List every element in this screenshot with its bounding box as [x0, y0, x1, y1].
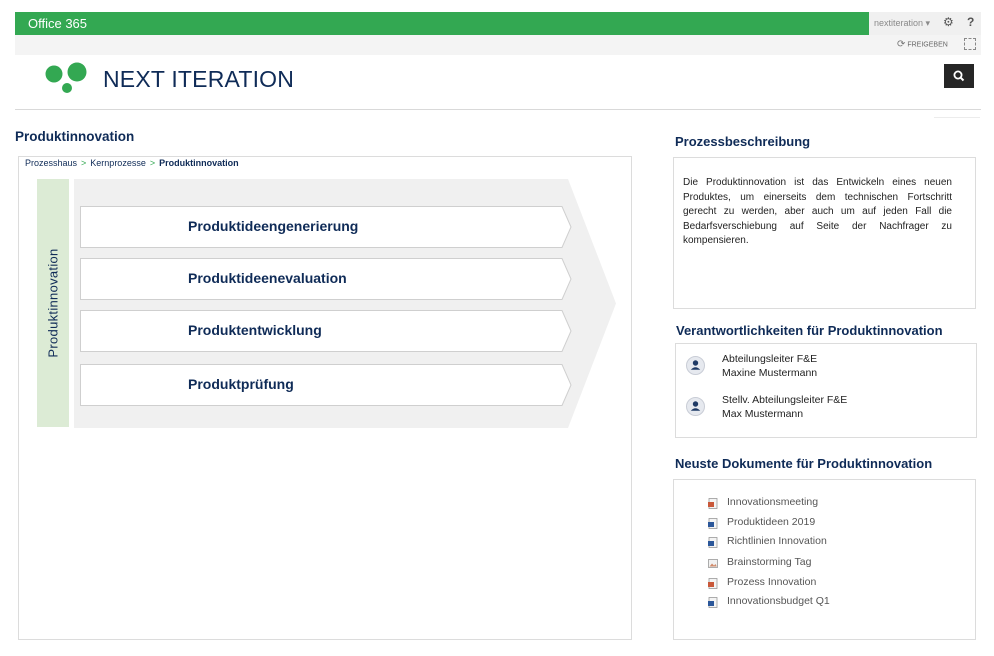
process-step-label: Produktideengenerierung — [188, 218, 359, 234]
responsibilities-heading: Verantwortlichkeiten für Produktinnovation — [676, 323, 943, 338]
share-button[interactable] — [897, 39, 948, 50]
header-divider — [15, 109, 981, 110]
image-file-icon — [708, 558, 718, 569]
powerpoint-file-icon — [708, 498, 718, 509]
help-icon[interactable]: ? — [967, 15, 975, 29]
breadcrumb-item-kernprozesse[interactable]: Kernprozesse — [90, 158, 146, 168]
process-step-produktpruefung[interactable] — [80, 364, 572, 406]
process-step-label: Produktentwicklung — [188, 322, 322, 338]
user-name: nextiteration — [874, 18, 924, 28]
responsibility-person: Max Mustermann — [722, 408, 804, 420]
process-step-label: Produktprüfung — [188, 376, 294, 392]
search-button[interactable] — [944, 64, 974, 88]
suite-bar-brand-area — [15, 12, 869, 35]
description-text: Die Produktinnovation ist das Entwickeln eines neuen Produktes, um einerseits dem technischen Fortschritt gerecht zu werden, aber auch um auf jeden Fall die Bedarfsverschiebung auf Seite der Nachfrager zu kompensieren. — [683, 177, 952, 247]
site-logo[interactable] — [44, 62, 90, 94]
responsibility-entry — [686, 394, 966, 424]
document-label: Richtlinien Innovation — [727, 535, 827, 547]
documents-heading: Neuste Dokumente für Produktinnovation — [675, 456, 933, 471]
share-label: FREIGEBEN — [907, 41, 948, 49]
process-group-label: Produktinnovation — [45, 248, 61, 358]
process-step-shape — [80, 364, 572, 406]
document-label: Innovationsbudget Q1 — [727, 595, 830, 607]
suite-bar — [15, 12, 981, 35]
process-step-produktentwicklung[interactable] — [80, 310, 572, 352]
responsibility-role: Abteilungsleiter F&E — [722, 353, 818, 365]
word-file-icon — [708, 537, 718, 548]
document-label: Innovationsmeeting — [727, 496, 819, 508]
responsibility-entry — [686, 353, 966, 383]
header-divider-short — [934, 117, 980, 118]
office365-app-launcher[interactable]: Office 365 — [28, 16, 88, 31]
site-title[interactable]: NEXT ITERATION — [103, 66, 295, 92]
process-step-produktideenevaluation[interactable] — [80, 258, 572, 300]
word-file-icon — [708, 518, 718, 529]
breadcrumb-item-prozesshaus[interactable]: Prozesshaus — [25, 158, 78, 168]
share-icon: ⟳ — [897, 39, 906, 50]
page-title: Produktinnovation — [15, 129, 135, 144]
document-label: Brainstorming Tag — [727, 556, 812, 568]
breadcrumb — [25, 158, 239, 168]
responsibility-role: Stellv. Abteilungsleiter F&E — [722, 394, 848, 406]
description-heading: Prozessbeschreibung — [675, 134, 811, 149]
person-avatar-icon — [686, 356, 705, 375]
documents-panel — [673, 479, 976, 640]
action-bar — [15, 35, 981, 55]
process-step-produktideengenerierung[interactable] — [80, 206, 572, 248]
search-icon — [944, 64, 974, 88]
document-label: Prozess Innovation — [727, 576, 817, 588]
breadcrumb-item-current: Produktinnovation — [159, 158, 239, 168]
responsibility-person: Maxine Mustermann — [722, 367, 818, 379]
powerpoint-file-icon — [708, 578, 718, 589]
document-label: Produktideen 2019 — [727, 516, 816, 528]
word-file-icon — [708, 597, 718, 608]
user-menu[interactable]: nextiteration ▾ — [874, 18, 931, 28]
process-step-label: Produktideenevaluation — [188, 270, 347, 286]
breadcrumb-separator: > — [81, 158, 87, 168]
process-step-shape — [80, 310, 572, 352]
settings-gear-icon[interactable]: ⚙ — [943, 15, 954, 29]
breadcrumb-separator: > — [149, 158, 156, 168]
person-avatar-icon — [686, 397, 705, 416]
focus-content-icon[interactable] — [964, 38, 976, 50]
